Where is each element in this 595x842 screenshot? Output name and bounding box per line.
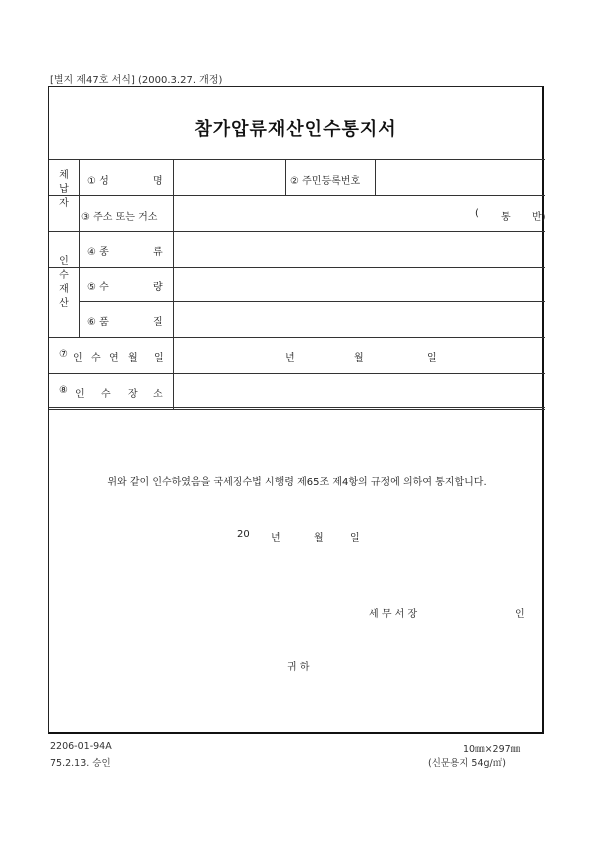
property-group-label: 인 수 재 산 — [59, 256, 69, 309]
quantity-label: ⑤ 수 — [87, 282, 109, 293]
address-suffix: ( — [475, 208, 479, 219]
type-label: ④ 종 — [87, 247, 109, 258]
paper-size: 10㎜×297㎜ — [463, 744, 521, 755]
divider — [375, 159, 376, 195]
quantity-label: 량 — [153, 282, 163, 293]
notice-date-day: 일 — [350, 533, 360, 544]
quality-label: ⑥ 품 — [87, 317, 109, 328]
divider — [49, 337, 545, 338]
acceptance-place-label: 소 — [153, 389, 163, 400]
address-suffix: 통 — [501, 212, 511, 223]
form-frame — [48, 86, 544, 734]
rrn-field[interactable] — [377, 161, 541, 193]
divider — [173, 159, 174, 409]
acceptance-date-label: 연 — [109, 353, 119, 364]
divider — [49, 231, 545, 232]
quality-label: 질 — [153, 317, 163, 328]
divider — [79, 301, 545, 302]
name-field[interactable] — [175, 161, 283, 193]
form-number: [별지 제47호 서식] (2000.3.27. 개정) — [50, 75, 223, 86]
type-label: 류 — [153, 247, 163, 258]
address-label: ③ 주소 또는 거소 — [81, 212, 158, 223]
name-label: ① 성 — [87, 176, 109, 187]
address-field[interactable] — [175, 197, 475, 229]
notice-text: 위와 같이 인수하였음을 국세징수법 시행령 제65조 제4항의 규정에 의하여 통지합니다. — [107, 477, 487, 488]
rrn-label: ② 주민등록번호 — [290, 176, 361, 187]
taxpayer-group-label: 체 납 자 — [59, 170, 69, 209]
divider — [49, 195, 545, 196]
type-field[interactable] — [175, 233, 541, 265]
divider — [79, 231, 80, 337]
acceptance-place-label: ⑧ — [59, 385, 68, 396]
notice-date-month: 월 — [314, 533, 324, 544]
acceptance-date-label: ⑦ — [59, 349, 68, 360]
divider — [49, 373, 545, 374]
notice-date-year: 년 — [271, 533, 281, 544]
acceptance-place-field[interactable] — [175, 375, 541, 405]
form-code: 2206-01-94A — [50, 741, 112, 752]
divider — [49, 267, 545, 268]
acceptance-date-label: 월 — [128, 353, 138, 364]
acceptance-date-year: 년 — [285, 353, 295, 364]
address-suffix: 반) — [532, 212, 546, 223]
acceptance-date-label: 일 — [154, 353, 164, 364]
divider — [49, 159, 545, 160]
divider — [49, 407, 545, 408]
acceptance-date-label: 수 — [91, 353, 101, 364]
signer-title: 세 무 서 장 — [369, 609, 418, 620]
divider — [49, 409, 545, 410]
approval-date: 75.2.13. 승인 — [50, 758, 111, 769]
notice-date-century: 20 — [237, 529, 250, 540]
acceptance-place-label: 장 — [128, 389, 138, 400]
page-title: 참가압류재산인수통지서 — [194, 119, 397, 140]
quality-field[interactable] — [175, 303, 541, 335]
divider — [79, 159, 80, 231]
signer-seal: 인 — [515, 609, 525, 620]
acceptance-place-label: 인 — [75, 389, 85, 400]
name-label: 명 — [153, 176, 163, 187]
acceptance-place-label: 수 — [101, 389, 111, 400]
quantity-field[interactable] — [175, 269, 541, 299]
divider — [285, 159, 286, 195]
acceptance-date-month: 월 — [354, 353, 364, 364]
acceptance-date-day: 일 — [427, 353, 437, 364]
acceptance-date-label: 인 — [73, 353, 83, 364]
recipient-label: 귀 하 — [287, 662, 310, 673]
paper-type: (신문용지 54g/㎡) — [428, 758, 506, 769]
